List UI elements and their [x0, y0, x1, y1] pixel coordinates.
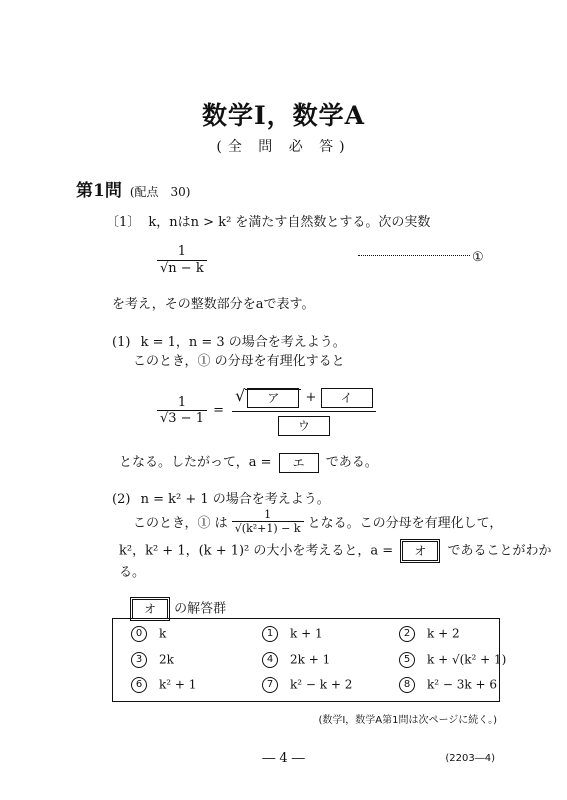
answer-options-box: [112, 618, 507, 702]
option-number: 0: [131, 626, 147, 642]
fraction-numerator: 1: [157, 244, 207, 261]
option-5[interactable]: [399, 652, 506, 668]
sub-label: (2): [112, 492, 131, 507]
sub2-text-c: k²，k² + 1，(k + 1)² の大小を考えると，a =: [119, 543, 394, 559]
fraction: [157, 395, 207, 427]
equals-sign: =: [213, 403, 225, 419]
answer-box-i[interactable]: イ: [321, 388, 373, 408]
result-text-end: である。: [325, 455, 378, 470]
option-1[interactable]: [262, 626, 323, 642]
sqrt-body: [245, 389, 301, 405]
sub2-text-b: となる。この分母を有理化して，: [307, 516, 503, 532]
option-2[interactable]: [399, 626, 460, 642]
sub1-line2: このとき，① の分母を有理化すると: [133, 354, 345, 369]
option-text: k² + 1: [159, 677, 197, 692]
sub2-text: n = k² + 1 の場合を考えよう。: [140, 492, 330, 507]
page-subtitle: (全 問 必 答): [216, 139, 351, 155]
sub1-equation: [157, 386, 376, 436]
option-number: 5: [399, 652, 415, 668]
sub2-line3: [119, 539, 551, 563]
sub2-line2: [133, 508, 502, 535]
option-4[interactable]: [262, 652, 330, 668]
option-text: k² − k + 2: [290, 677, 353, 692]
answer-box-a[interactable]: ア: [247, 388, 299, 408]
option-text: k² − 3k + 6: [427, 677, 497, 692]
part-label: 〔1〕: [106, 215, 141, 230]
sub1-result: [119, 451, 378, 473]
part1-intro: [106, 211, 430, 230]
page-title: 数学Ⅰ，数学A: [201, 101, 366, 130]
sub2-line4: る。: [119, 565, 146, 580]
continue-note: (数学Ⅰ，数学A第1問は次ページに続く。): [318, 715, 497, 726]
result-text: となる。したがって，a =: [119, 455, 272, 470]
answer-group-text: の解答群: [174, 601, 227, 617]
expression-1: [157, 244, 207, 276]
option-number: 2: [399, 626, 415, 642]
answer-box-e[interactable]: エ: [279, 453, 319, 473]
fraction-numerator: 1: [232, 508, 304, 522]
option-number: 1: [262, 626, 278, 642]
fraction-denominator: √(k²+1) − k: [234, 522, 301, 536]
option-text: 2k + 1: [290, 652, 331, 667]
option-number: 6: [131, 677, 147, 693]
fraction-numerator: 1: [157, 395, 207, 412]
option-6[interactable]: [131, 677, 196, 693]
question-points: (配点 30): [129, 185, 191, 199]
option-text: k + 2: [427, 626, 460, 641]
intro-text-2: を考え，その整数部分をaで表す。: [112, 297, 315, 312]
option-8[interactable]: [399, 677, 497, 693]
sub1-text: k = 1，n = 3 の場合を考えよう。: [140, 335, 346, 350]
option-text: k + 1: [290, 626, 323, 641]
question-heading: [76, 176, 190, 201]
option-text: k + √(k² + 1): [427, 652, 507, 667]
answer-box-o[interactable]: オ: [400, 539, 440, 563]
dotted-leader: [358, 255, 470, 256]
sub2-text-d: であることがわか: [447, 543, 552, 559]
question-number: 第1問: [76, 181, 122, 201]
intro-text: k，nはn > k² を満たす自然数とする。次の実数: [148, 215, 431, 230]
sub-label: (1): [112, 335, 131, 350]
page-code: (2203―4): [445, 753, 495, 764]
option-text: k: [159, 626, 167, 641]
option-3[interactable]: [131, 652, 174, 668]
option-text: 2k: [159, 652, 174, 667]
sub1-line1: [112, 331, 346, 350]
fraction-numerator: [232, 386, 375, 412]
equation-marker: ①: [472, 250, 484, 265]
option-number: 7: [262, 677, 278, 693]
option-7[interactable]: [262, 677, 352, 693]
sub2-text-a: このとき，① は: [133, 516, 228, 532]
page-number: ― 4 ―: [262, 751, 305, 766]
option-number: 3: [131, 652, 147, 668]
fraction-denominator: √3 − 1: [160, 411, 204, 427]
fraction: [232, 508, 304, 535]
answer-group-box: オ: [130, 597, 170, 621]
plus-sign: +: [305, 390, 317, 405]
option-number: 8: [399, 677, 415, 693]
fraction: [157, 244, 207, 276]
rationalized-fraction: [232, 386, 375, 436]
fraction-denominator: √n − k: [160, 260, 204, 276]
fraction-denominator: [232, 412, 375, 436]
sub2-line1: [112, 488, 330, 507]
option-0[interactable]: [131, 626, 166, 642]
answer-box-u[interactable]: ウ: [278, 416, 330, 436]
option-number: 4: [262, 652, 278, 668]
sqrt-icon: √: [235, 386, 246, 405]
